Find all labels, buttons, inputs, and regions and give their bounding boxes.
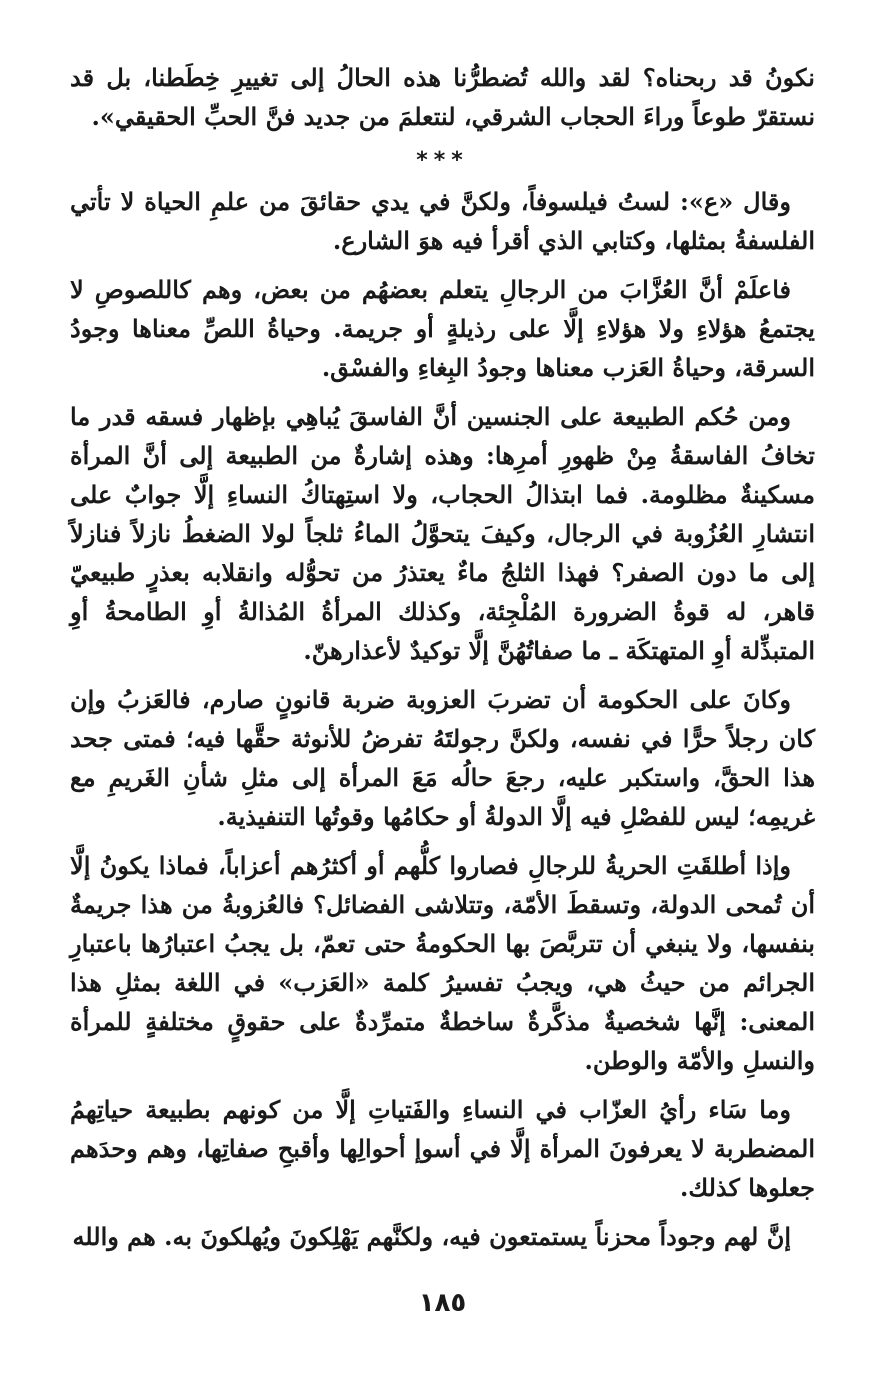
section-separator: *** (416, 148, 469, 173)
paragraph: وما سَاء رأيُ العزّاب في النساءِ والفَتياتِ إلَّا من كونهم بطبيعة حياتِهمُ المضطربة لا يعرفونَ المرأة إلَّا في أسوإ أحوالِها وأقبحِ صفاتِها، وهم وحدَهم جعلوها كذلك. (70, 1095, 815, 1202)
paragraph-continuation: نكونُ قد ربحناه؟ لقد والله تُضطرُّنا هذه الحالُ إلى تغييرِ خِطَطنا، بل قد نستقرّ طوعاً وراءَ الحجاب الشرقي، لنتعلمَ من جديد فنَّ الحبِّ الحقيقي». (70, 63, 815, 131)
body-text (70, 58, 815, 1262)
paragraph: وإذا أطلقَتِ الحريةُ للرجالِ فصاروا كلُّهم أو أكثرُهم أعزاباً، فماذا يكونُ إلَّا أن تُمحى الدولة، وتسقطَ الأمّة، وتتلاشى الفضائل؟ فالعُزوبةُ من هذا جريمةٌ بنفسها، ولا ينبغي أن تتربَّصَ بها الحكومةُ حتى تعمّ، بل يجبُ اعتبارُها باعتبارِ الجرائم من حيثُ هي، ويجبُ تفسيرُ كلمة «العَزب» في اللغة بمثلِ هذا المعنى: إنَّها شخصيةٌ مذكَّرةٌ ساخطةٌ متمرِّدةٌ على حقوقٍ مختلفةٍ للمرأة والنسلِ والأمّة والوطن. (70, 851, 815, 1075)
paragraph: وكانَ على الحكومة أن تضربَ العزوبة ضربة قانونٍ صارم، فالعَزبُ وإن كان رجلاً حرًّا في نفسه، ولكنَّ رجولتَهُ تفرضُ للأنوثة حقَّها فيه؛ فمتى جحد هذا الحقَّ، واستكبر عليه، رجعَ حالُه مَعَ المرأة إلى مثلِ شأنِ الغَريمِ مع غريمِه؛ ليس للفصْلِ فيه إلَّا الدولةُ أو حكامُها وقوتُها التنفيذية. (70, 685, 815, 831)
paragraph: ومن حُكم الطبيعة على الجنسين أنَّ الفاسقَ يُباهِي بإظهار فسقه قدر ما تخافُ الفاسقةُ مِنْ ظهورِ أمرِها: وهذه إشارةٌ من الطبيعة إلى أنَّ المرأة مسكينةٌ مظلومة. فما ابتذالُ الحجاب، ولا استِهتاكُ النساءِ إلَّا جوابٌ على انتشارِ العُزُوبة في الرجال، وكيفَ يتحوَّلُ الماءُ ثلجاً لولا الضغطُ نازلاً فنازلاً إلى ما دون الصفر؟ فهذا الثلجُ ماءٌ يعتذرُ من تحوُّله وانقلابه بعذرٍ طبيعيّ قاهر، له قوةُ الضرورة المُلْجِئة، وكذلك المرأةُ المُذالةُ أوِ الطامحةُ أوِ المتبذِّلة أوِ المتهتكَة ـ ما صفاتُهُنَّ إلَّا توكيدٌ لأعذارهنّ. (70, 402, 816, 665)
paragraph: إنَّ لهم وجوداً محزناً يستمتعون فيه، ولكنَّهم يَهْلِكونَ ويُهلكونَ به. هم والله (72, 1222, 791, 1251)
paragraph: وقال «ع»: لستُ فيلسوفاً، ولكنَّ في يدي حقائقَ من علمِ الحياة لا تأتي الفلسفةُ بمثلها، وكتابي الذي أقرأ فيه هوَ الشارع. (70, 187, 815, 255)
paragraph: فاعلَمْ أنَّ العُزَّابَ من الرجالِ يتعلم بعضهُم من بعض، وهم كاللصوصِ لا يجتمعُ هؤلاءِ ولا هؤلاءِ إلَّا على رذيلةٍ أو جريمة. وحياةُ اللصِّ معناها وجودُ السرقة، وحياةُ العَزب معناها وجودُ البِغاءِ والفسْق. (70, 275, 815, 382)
page-number: ١٨٥ (418, 1288, 467, 1318)
